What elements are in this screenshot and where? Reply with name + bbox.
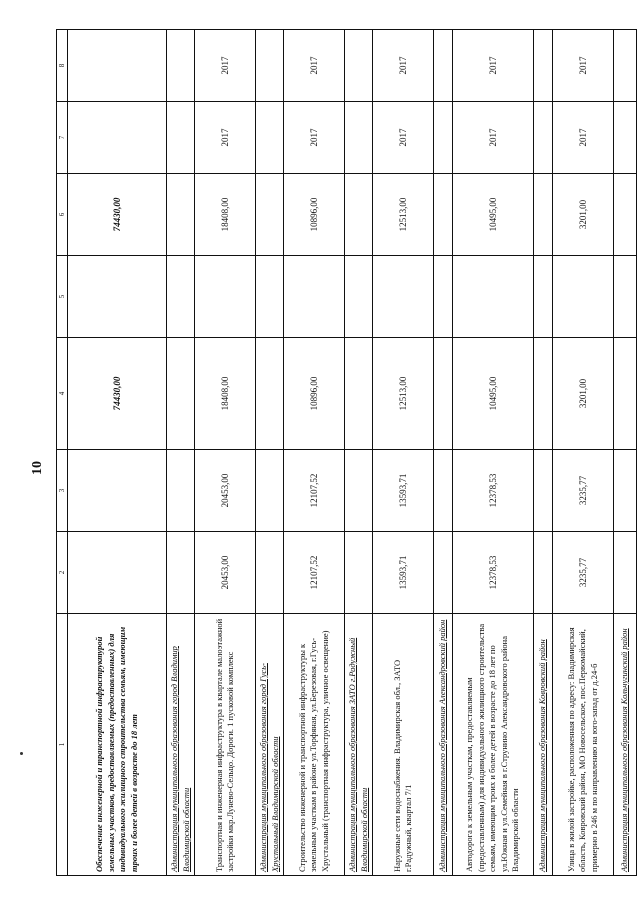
- table-cell: 10495,00: [453, 338, 534, 450]
- table-cell: 10896,00: [284, 338, 345, 450]
- table-cell: 10896,00: [284, 174, 345, 256]
- municipality-row: [534, 30, 553, 876]
- table-cell: [68, 256, 167, 338]
- program-table: [56, 29, 637, 876]
- table-cell: [453, 256, 534, 338]
- table-cell: [68, 30, 167, 102]
- table-cell: 2017: [284, 102, 345, 174]
- column-header: 4: [57, 338, 68, 450]
- item-description: Автодорога к земельным участкам, предоставляемым (предоставленным) для индивидуального жилищного строительства семьям, имеющим троих и более детей в возрасте до 18 лет по ул.Южная и ул.Семейная в г.Струнино Александровского района Владимирской области: [453, 614, 534, 876]
- table-row: [373, 30, 434, 876]
- section-title: Обеспечение инженерной и транспортной инфраструктурой земельных участков, предоставляемых (предоставленных) для индивидуального жилищного строительства семьям, имеющим троих и более детей в возрасте до 18 лет: [68, 614, 167, 876]
- table-cell: 18408,00: [195, 338, 256, 450]
- table-cell: [195, 256, 256, 338]
- document-page: [56, 30, 630, 876]
- scan-speck: [20, 752, 23, 755]
- section-total-col4: 74430,00: [68, 338, 167, 450]
- municipality-row: [167, 30, 195, 876]
- municipality-name: Администрация муниципального образования город Владимир Владимирской области: [167, 614, 195, 876]
- municipality-row: [434, 30, 453, 876]
- municipality-row: [256, 30, 284, 876]
- item-description: Строительство инженерной и транспортной инфраструктуры к земельным участкам в районе ул.Торфяная, ул.Березовая, г.Гусь-Хрустальный (транспортная инфраструктура, уличное освещение): [284, 614, 345, 876]
- section-row: [68, 30, 167, 876]
- table-cell: 12378,53: [453, 450, 534, 532]
- table-cell: 12107,52: [284, 450, 345, 532]
- table-cell: 2017: [195, 102, 256, 174]
- table-cell: [373, 256, 434, 338]
- table-cell: 3201,00: [553, 174, 614, 256]
- table-row: [553, 30, 614, 876]
- table-cell: 12513,00: [373, 338, 434, 450]
- table-header-row: [57, 30, 68, 876]
- table-cell: 2017: [195, 30, 256, 102]
- table-row: [284, 30, 345, 876]
- table-cell: 3235,77: [553, 532, 614, 614]
- municipality-name: Администрация муниципального образования Ковровский район: [534, 614, 553, 876]
- table-cell: 12378,53: [453, 532, 534, 614]
- table-cell: [284, 256, 345, 338]
- table-cell: [68, 532, 167, 614]
- municipality-name: Администрация муниципального образования город Гусь-Хрустальный Владимирской области: [256, 614, 284, 876]
- item-description: Наружные сети водоснабжения. Владимирская обл., ЗАТО г.Радужный, квартал 7/1: [373, 614, 434, 876]
- table-row: [195, 30, 256, 876]
- municipality-row: [614, 30, 637, 876]
- table-cell: [68, 102, 167, 174]
- page-number: 10: [30, 461, 45, 475]
- table-cell: 3201,00: [553, 338, 614, 450]
- column-header: 2: [57, 532, 68, 614]
- municipality-row: [345, 30, 373, 876]
- item-description: Улица в жилой застройке, расположенная по адресу: Владимирская область, Ковровский район, МО Новосельское, пос.Первомайский, примерно в 246 м по направлению на юго-запад от д.24-б: [553, 614, 614, 876]
- table-cell: 20453,00: [195, 450, 256, 532]
- table-cell: [68, 450, 167, 532]
- item-description: Транспортная и инженерная инфраструктура в квартале малоэтажной застройки мкр.Лунево-Сельцо. Дороги. 1 пусковой комплекс: [195, 614, 256, 876]
- column-header: 7: [57, 102, 68, 174]
- table-cell: 2017: [284, 30, 345, 102]
- municipality-name: Администрация муниципального образования Кольчугинский район: [614, 614, 637, 876]
- table-cell: 3235,77: [553, 450, 614, 532]
- table-cell: 10495,00: [453, 174, 534, 256]
- table-row: [453, 30, 534, 876]
- table-cell: 2017: [553, 102, 614, 174]
- table-cell: 2017: [453, 102, 534, 174]
- table-cell: [553, 256, 614, 338]
- column-header: 1: [57, 614, 68, 876]
- table-cell: 12107,52: [284, 532, 345, 614]
- table-cell: 13593,71: [373, 450, 434, 532]
- table-cell: 2017: [373, 102, 434, 174]
- column-header: 6: [57, 174, 68, 256]
- column-header: 5: [57, 256, 68, 338]
- rotated-table-container: [56, 30, 630, 876]
- column-header: 3: [57, 450, 68, 532]
- table-cell: 2017: [373, 30, 434, 102]
- table-cell: 2017: [453, 30, 534, 102]
- table-cell: 20453,00: [195, 532, 256, 614]
- municipality-name: Администрация муниципального образования Александровский район: [434, 614, 453, 876]
- section-total-col6: 74430,00: [68, 174, 167, 256]
- column-header: 8: [57, 30, 68, 102]
- municipality-name: Администрация муниципального образования ЗАТО г.Радужный Владимирской области: [345, 614, 373, 876]
- table-cell: 2017: [553, 30, 614, 102]
- table-cell: 18408,00: [195, 174, 256, 256]
- table-cell: 12513,00: [373, 174, 434, 256]
- table-cell: 13593,71: [373, 532, 434, 614]
